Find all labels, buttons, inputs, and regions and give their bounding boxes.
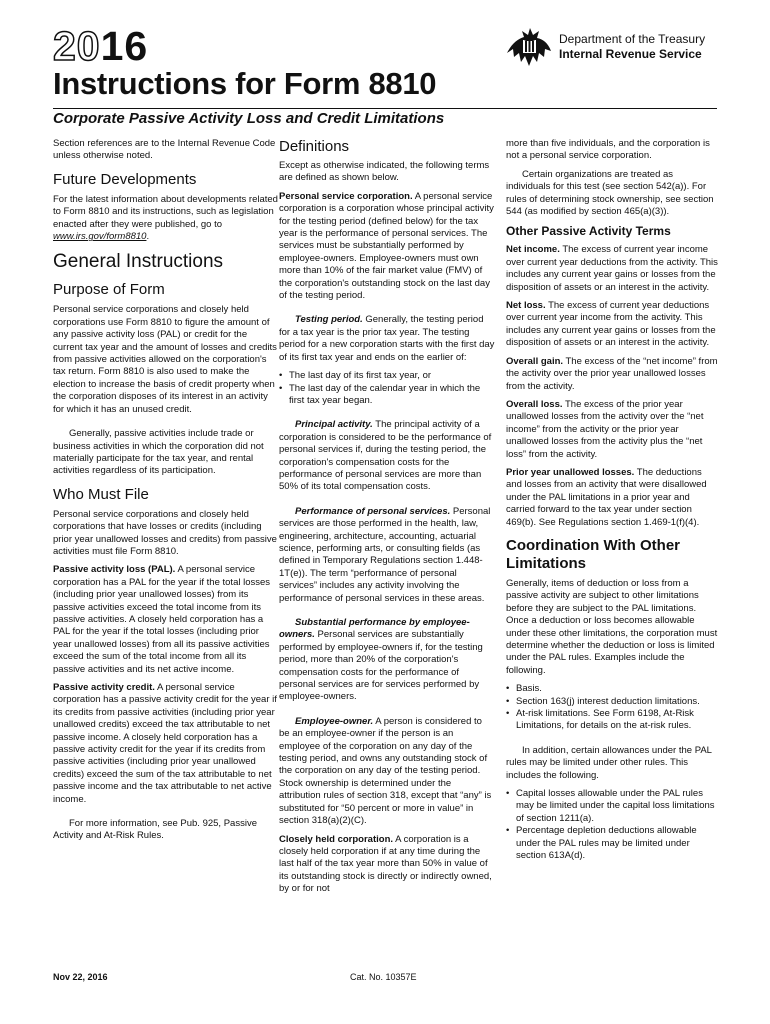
overall-gain-term: Overall gain. — [506, 355, 564, 367]
principal-activity-definition — [279, 419, 495, 493]
other-terms-heading: Other Passive Activity Terms — [506, 224, 671, 239]
coordination-paragraph: Generally, items of deduction or loss from a passive activity are subject to other limitations before they are subject to the PAL limitations. Once a deduction or loss becomes allowable under these other limitations, the corporation must determine whether the deduction or loss is limited under the PAL rules. Examples include the following. — [506, 577, 718, 676]
closely-held-continued: more than five individuals, and the corporation is not a personal service corporation. — [506, 138, 710, 162]
overall-gain-text: The excess of the “net income” from the activity over the prior year unallowed losses from the activity. — [506, 355, 718, 392]
certain-organizations-paragraph: Certain organizations are treated as individuals for this test (see section 542(a)). For rules of determining stock ownership, see section 544 (as modified by section 465(a)(3)). — [506, 168, 714, 218]
substantial-performance-text: Personal services are substantially performed by employee-owners if, for the testing period, more than 20% of the corporation's compensation costs for the performance of personal services are for services performed by employee-owners. — [279, 629, 483, 703]
closely-held-definition — [279, 834, 495, 896]
testing-period-list — [279, 370, 495, 407]
closely-held-text: A corporation is a closely held corporation if at any time during the last half of the tax year more than 50% in value of its outstanding stock is directly or indirectly owned, by or for not — [279, 833, 492, 895]
list-item: • Percentage depletion deductions allowable under the PAL rules may be limited under section 613A(d). — [506, 825, 720, 862]
overall-loss-term: Overall loss. — [506, 398, 563, 410]
psc-term: Personal service corporation. — [279, 190, 413, 202]
personal-services-definition — [279, 506, 495, 605]
page-subtitle: Corporate Passive Activity Loss and Credit Limitations — [53, 110, 445, 127]
who-must-file-paragraph: Personal service corporations and closely held corporations that have losses or credits (including prior year unallowed losses and credits) from passive activities must file Form 8810. — [53, 508, 277, 557]
personal-services-text: Personal services are those performed in the health, law, engineering, architecture, accounting, actuarial science, performing arts, or consulting fields (as defined in Temporary Regulations section 1.448-1T(e)). The term “performance of personal services” includes any activity involving the performance of personal services in these areas. — [279, 505, 491, 604]
overall-loss-text: The excess of the prior year unallowed losses from the activity over the “net income” from the activity or the prior year unallowed losses from the activity plus the “net loss” from the activity. — [506, 398, 704, 460]
employee-owner-definition — [279, 716, 495, 828]
footer-catalog-number: Cat. No. 10357E — [350, 972, 417, 982]
net-income-text: The excess of current year income over current year deductions from the activity. This includes any current year gains or losses from the disposition of assets or an interest in the activity. — [506, 244, 718, 293]
testing-period-definition — [279, 314, 495, 364]
substantial-performance-definition — [279, 617, 495, 704]
column-1 — [53, 138, 278, 849]
list-item: • Section 163(j) interest deduction limitations. — [506, 696, 720, 708]
prior-year-unallowed-definition — [506, 467, 720, 529]
year-bold-digits: 16 — [100, 23, 149, 69]
coordination-list — [506, 683, 720, 733]
list-item: • The last day of the calendar year in which the first tax year began. — [279, 383, 495, 408]
irs-line: Internal Revenue Service — [559, 47, 702, 61]
irs-form8810-link[interactable]: www.irs.gov/form8810 — [53, 231, 147, 243]
who-must-file-heading: Who Must File — [53, 485, 149, 503]
list-item: • At-risk limitations. See Form 6198, At-Risk Limitations, for details on the at-risk rules. — [506, 708, 720, 733]
general-instructions-heading: General Instructions — [53, 251, 224, 273]
principal-activity-text: The principal activity of a corporation is considered to be the performance of personal services if, during the testing period, the corporation's compensation costs for the performance of personal services are more than 50% of its total compensation costs. — [279, 419, 492, 493]
column-2 — [279, 138, 495, 902]
column-3 — [506, 138, 720, 869]
pal-definition — [53, 564, 278, 676]
purpose-paragraph-1: Personal service corporations and closely held corporations use Form 8810 to figure the amount of any passive activity loss (PAL) or credit for the current tax year and the amount of losses and credits from passive activities allowed on the corporation's tax return. Form 8810 is also used to make the election to increase the basis of credit property when the corporation disposes of its interest in an activity for which it has an unused credit. — [53, 304, 277, 415]
net-loss-term: Net loss. — [506, 300, 546, 312]
addition-list — [506, 788, 720, 862]
department-line: Department of the Treasury — [559, 32, 706, 46]
definitions-heading: Definitions — [279, 138, 350, 155]
credit-term: Passive activity credit. — [53, 682, 155, 693]
footer-date: Nov 22, 2016 — [53, 972, 108, 982]
form-year — [53, 24, 148, 68]
psc-text: A personal service corporation is a corporation whose principal activity for the testing period (defined below) for the tax year is the performance of personal services. The services must be substantially performed by employee-owners. Employee-owners must own more than 10% of the fair market value (FMV) of the corporation's outstanding stock on the last day of the testing period. — [279, 190, 494, 302]
addition-paragraph: In addition, certain allowances under the PAL rules may be limited under other rules. This includes the following. — [506, 744, 712, 781]
testing-period-text: Generally, the testing period for a tax year is the prior tax year. The testing period for a new corporation starts with the first day of its first tax year and ends on the earlier of: — [279, 314, 495, 363]
principal-activity-term: Principal activity. — [295, 419, 373, 431]
employee-owner-text: A person is considered to be an employee-owner if the person is an employee of the corporation on any day of the testing period, and owns any outstanding stock of the corporation on any day of the testing period. Stock ownership is determined under the attribution rules of section 318, except that “any” is substituted for “50 percent or more in value” in section 318(a)(2)(C). — [279, 715, 492, 827]
future-text: For the latest information about developments related to Form 8810 and its instructions, such as legislation enacted after they were published, go to — [53, 193, 278, 230]
purpose-heading: Purpose of Form — [53, 281, 165, 299]
coordination-heading: Coordination With Other Limitations — [506, 536, 681, 572]
page-title: Instructions for Form 8810 — [53, 66, 437, 101]
credit-definition — [53, 682, 278, 806]
employee-owner-term: Employee-owner. — [295, 715, 374, 727]
future-developments-paragraph: For the latest information about developments related to Form 8810 and its instructions, such as legislation enacted after they were published, go to www.irs.gov/form8810. — [53, 193, 278, 243]
testing-period-term: Testing period. — [295, 314, 363, 326]
more-info-paragraph: For more information, see Pub. 925, Passive Activity and At-Risk Rules. — [53, 818, 257, 842]
future-developments-heading: Future Developments — [53, 170, 197, 188]
subtitle-rule — [53, 108, 717, 109]
irs-eagle-logo-icon — [504, 25, 554, 69]
intro-paragraph: Section references are to the Internal Revenue Code unless otherwise noted. — [53, 138, 276, 162]
credit-text: A personal service corporation has a passive activity credit for the year if its credits from passive activities (including prior year unallowed credits) exceed the tax attributable to net passive income. A closely held corporation has a passive activity credit for the year if its credits from passive activities (including prior year unallowed credits) exceed the sum of the tax attributable to net passive income and the tax attributable to net active income. — [53, 682, 277, 805]
overall-loss-definition — [506, 399, 720, 461]
prior-year-unallowed-term: Prior year unallowed losses. — [506, 466, 635, 478]
prior-year-unallowed-text: The deductions and losses from an activity that were disallowed under the PAL limitations in a prior year and carried forward to the tax year under section 469(b). See Regulations section 1.469-1(f)(4). — [506, 466, 707, 528]
net-loss-definition — [506, 300, 720, 350]
net-loss-text: The excess of current year deductions over current year income from the activity. This includes any current year gains or losses from the disposition of assets or an interest in the activity. — [506, 300, 716, 349]
list-item: • The last day of its first tax year, or — [279, 370, 495, 382]
substantial-performance-term: Substantial performance by employee-owners. — [279, 617, 470, 641]
year-light-digits: 20 — [53, 23, 101, 69]
definitions-intro: Except as otherwise indicated, the following terms are defined as shown below. — [279, 160, 490, 184]
personal-services-term: Performance of personal services. — [295, 505, 451, 517]
purpose-paragraph-2: Generally, passive activities include trade or business activities in which the corporation did not materially participate for the tax year, and rental activities regardless of its participation. — [53, 428, 264, 477]
agency-name — [559, 32, 705, 62]
pal-term: Passive activity loss (PAL). — [53, 564, 176, 576]
psc-definition — [279, 191, 495, 303]
net-income-term: Net income. — [506, 244, 560, 256]
net-income-definition — [506, 244, 720, 294]
closely-held-term: Closely held corporation. — [279, 833, 394, 845]
overall-gain-definition — [506, 356, 720, 393]
pal-text: A personal service corporation has a PAL for the year if the total losses (including prior year unallowed losses) from its passive activities exceed the total income from its passive activities. A closely held corporation has a PAL for the year if the total losses (including prior year unallowed losses) from all its passive activities exceed the sum of the total income from all its passive activities and its net active income. — [53, 564, 271, 675]
list-item: • Capital losses allowable under the PAL rules may be limited under the capital loss limitations of section 1211(a). — [506, 788, 720, 825]
list-item: • Basis. — [506, 683, 720, 695]
